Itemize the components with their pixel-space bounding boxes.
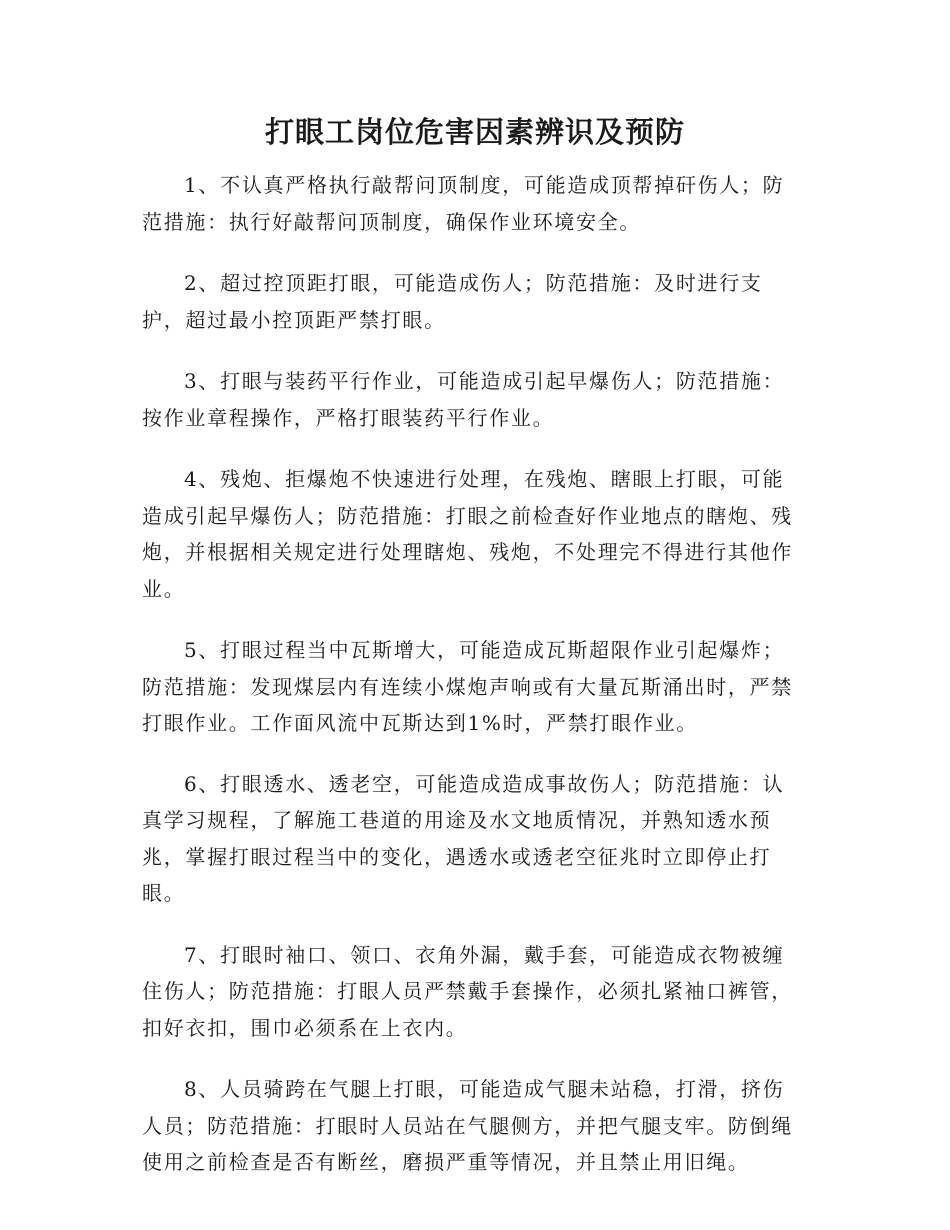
- paragraph-6: 6、打眼透水、透老空，可能造成造成事故伤人；防范措施：认真学习规程，了解施工巷道的用途及水文地质情况，并熟知透水预兆，掌握打眼过程当中的变化，遇透水或透老空征兆时立即停止打眼。: [142, 771, 785, 905]
- paragraph-8: 8、人员骑跨在气腿上打眼，可能造成气腿未站稳，打滑，挤伤人员；防范措施：打眼时人员站在气腿侧方，并把气腿支牢。防倒绳使用之前检查是否有断丝，磨损严重等情况，并且禁止用旧绳。: [142, 1077, 793, 1174]
- paragraph-1: 1、不认真严格执行敲帮问顶制度，可能造成顶帮掉矸伤人；防范措施：执行好敲帮问顶制度，确保作业环境安全。: [142, 173, 785, 234]
- document-body: [142, 167, 804, 1206]
- paragraph-3: 3、打眼与装药平行作业，可能造成引起早爆伤人；防范措施：按作业章程操作，严格打眼装药平行作业。: [142, 369, 785, 430]
- paragraph-7: 7、打眼时袖口、领口、衣角外漏，戴手套，可能造成衣物被缠住伤人；防范措施：打眼人员严禁戴手套操作，必须扎紧袖口裤管，扣好衣扣，围巾必须系在上衣内。: [142, 942, 793, 1040]
- paragraph-5: 5、打眼过程当中瓦斯增大，可能造成瓦斯超限作业引起爆炸；防范措施：发现煤层内有连续小煤炮声响或有大量瓦斯涌出时，严禁打眼作业。工作面风流中瓦斯达到1%时，严禁打眼作业。: [142, 638, 793, 735]
- paragraph-2: 2、超过控顶距打眼，可能造成伤人；防范措施：及时进行支护，超过最小控顶距严禁打眼。: [142, 271, 763, 332]
- document-title: 打眼工岗位危害因素辨识及预防: [264, 115, 685, 149]
- paragraph-4: 4、残炮、拒爆炮不快速进行处理，在残炮、瞎眼上打眼，可能造成引起早爆伤人；防范措施：打眼之前检查好作业地点的瞎炮、残炮，并根据相关规定进行处理瞎炮、残炮，不处理完不得进行其他作业。: [142, 467, 793, 601]
